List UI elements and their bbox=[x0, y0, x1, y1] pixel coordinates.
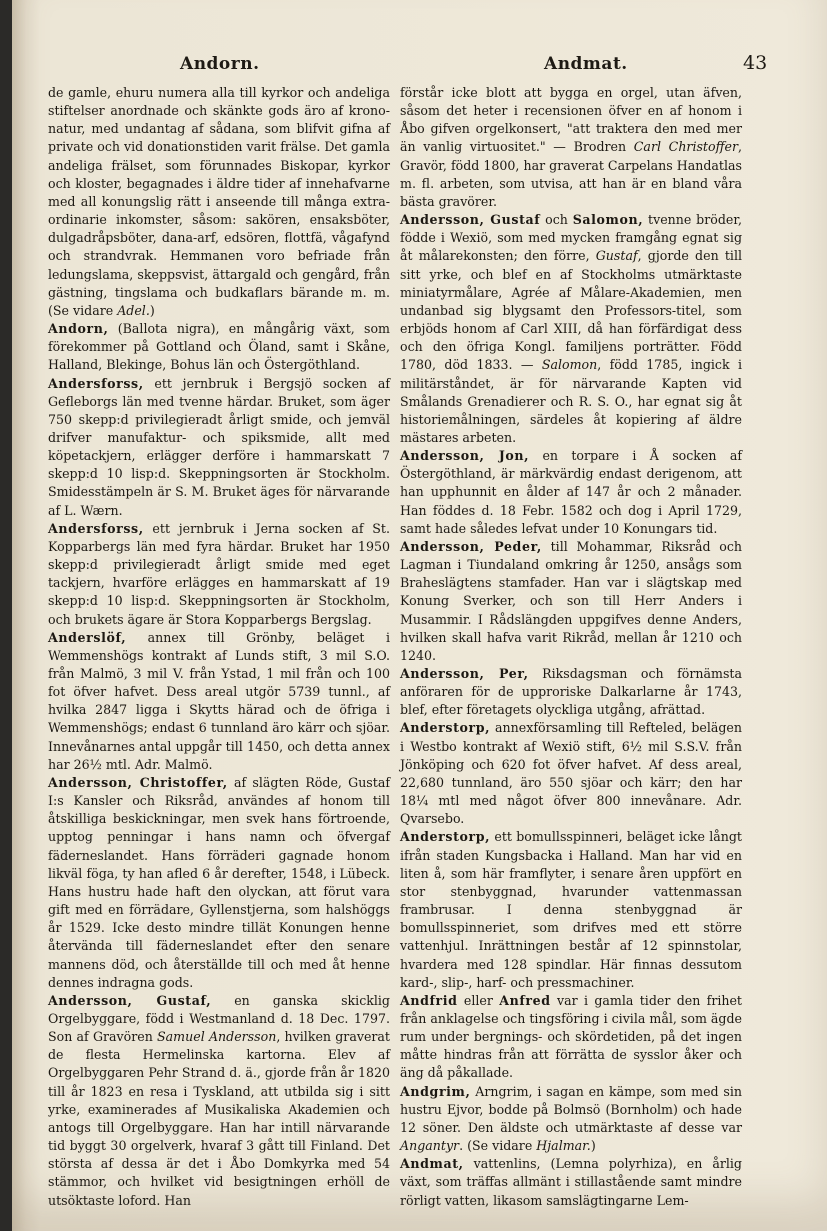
dictionary-entry bbox=[400, 1155, 742, 1209]
entry-text: annexförsamling till Refteled, belägen i Westbo kontrakt af Wexiö stift, 6½ mil S.S.V. från Jönköping och 620 fot öfver hafvet. Af dess areal, 22,680 tunnland, äro 550 sjöar och kärr; den har 18¼ mtl med något öfver 800 innevånare. Adr. Qvarsebo. bbox=[400, 720, 742, 827]
book-page bbox=[12, 0, 827, 1231]
entry-headword: Anderstorp, bbox=[400, 720, 491, 736]
entry-connector: och bbox=[540, 212, 573, 228]
entry-text: , Gravör, född 1800, har graverat Carpelans Handatlas m. fl. arbeten, som utvisa, att han är en bland våra bästa gravörer. bbox=[400, 139, 742, 209]
entry-headword: Anderstorp, bbox=[400, 829, 491, 845]
entry-text: en ganska skicklig Orgelbyggare, född i Westmanland d. 18 Dec. 1797. Son af Gravören bbox=[48, 992, 390, 1045]
entry-italic-ref: Hjalmar. bbox=[536, 1138, 591, 1154]
entry-text: , hvilken graverat de flesta Hermelinska kartorna. Elev af Orgelbyggaren Pehr Strand d. ä., gjorde från år 1820 till år 1823 en resa i Tyskland, att utbilda sig i sitt yrke, examinerades af Musikaliska Akademien och antogs till Orgelbyggare. Han har intill närvarande tid byggt 30 orgelverk, hvaraf 3 gått till Finland. Det största af dessa är det i Åbo Domkyrka med 54 stämmor, och hvilket vid besigtningen erhöll de utsöktaste loford. Han bbox=[48, 1029, 390, 1208]
entry-text: ett jernbruk i Bergsjö socken af Gefleborgs län med tvenne härdar. Bruket, som äger 750 skepp:d privilegieradt årligt smide, och jemväl drifver manufaktur- och spiksmide, allt med köpetackjern, erlägger derföre i hammarskatt 7 skepp:d 10 lisp:d. Skeppningsorten är Stockholm. Smidesstämpeln är S. M. Bruket äges för närvarande af L. Wærn. bbox=[48, 375, 390, 518]
dictionary-entry bbox=[400, 211, 742, 447]
dictionary-entry bbox=[48, 629, 390, 774]
entry-text: ) bbox=[149, 302, 155, 318]
entry-headword: Andersson, Gustaf bbox=[400, 212, 541, 228]
dictionary-entry bbox=[48, 992, 390, 1210]
left-column bbox=[48, 84, 390, 1210]
entry-headword: Andfrid bbox=[400, 992, 458, 1008]
entry-headword: Andersson, Jon, bbox=[400, 448, 530, 464]
entry-text: ) bbox=[590, 1138, 596, 1154]
dictionary-entry bbox=[400, 665, 742, 719]
entry-headword: Andersson, Per, bbox=[400, 666, 529, 681]
entry-headword: Anderslöf, bbox=[48, 629, 127, 645]
page-number: 43 bbox=[743, 52, 768, 74]
running-header bbox=[12, 54, 827, 78]
entry-text: en torpare i Å socken af Östergöthland, är märkvärdig endast derigenom, att han upphunnit en ålder af 147 år och 2 månader. Han föddes d. 18 Febr. 1582 och dog i April 1729, samt hade således lefvat under 10 Konungars tid. bbox=[400, 448, 742, 536]
dictionary-entry bbox=[48, 320, 390, 374]
dictionary-entry bbox=[400, 719, 742, 828]
dictionary-entry bbox=[48, 375, 390, 520]
entry-headword: Andorn, bbox=[48, 321, 109, 337]
entry-italic-ref: Angantyr bbox=[400, 1138, 460, 1154]
entry-italic-ref: Gustaf bbox=[595, 248, 638, 264]
dictionary-entry bbox=[48, 84, 390, 320]
entry-text: tvenne bröder, födde i Wexiö, som med mycken framgång egnat sig åt målarekonsten; den förre, bbox=[400, 212, 742, 264]
entry-text: , gjorde den till sitt yrke, och blef en af Stockholms utmärktaste miniatyrmålare, Agrée af Målare-Akademien, men undanbad sig blygsamt den Professors-titel, som erbjöds honom af Carl XIII, då han förfärdigat dess och den öfriga Kongl. familjens porträtter. Född 1780, död 1833. — bbox=[400, 248, 742, 373]
dictionary-entry bbox=[48, 520, 390, 629]
entry-headword: Andersson, Peder, bbox=[400, 538, 542, 554]
entry-text: . (Se vidare bbox=[459, 1138, 537, 1154]
entry-text: till Mohammar, Riksråd och Lagman i Tiundaland omkring år 1250, ansågs som Braheslägtens stamfader. Han var i slägtskap med Konung Sverker, och son till Herr Anders i Musammir. I Rådslängden uppgifves denne Anders, hvilken skall hafva varit Rikråd, mellan år 1210 och 1240. bbox=[400, 538, 742, 663]
entry-headword: Andersforss, bbox=[48, 375, 144, 391]
entry-headword: Andmat, bbox=[400, 1156, 464, 1172]
dictionary-entry bbox=[400, 992, 742, 1083]
entry-text: Arngrim, i sagan en kämpe, som med sin hustru Ejvor, bodde på Bolmsö (Bornholm) och hade 12 söner. Den äldste och utmärktaste af desse var bbox=[400, 1083, 742, 1135]
entry-headword: Andgrim, bbox=[400, 1083, 471, 1099]
dictionary-entry bbox=[400, 447, 742, 538]
dictionary-entry bbox=[400, 538, 742, 665]
entry-text: förstår icke blott att bygga en orgel, utan äfven, såsom det heter i recensionen öfver en af honom i Åbo gifven orgelkonsert, "att traktera den med mer än vanlig virtuositet." — Brodren bbox=[400, 85, 742, 155]
header-right-word: Andmat. bbox=[544, 54, 628, 74]
entry-text: ett jernbruk i Jerna socken af St. Kopparbergs län med fyra härdar. Bruket har 1950 skepp:d privilegieradt årligt smide med eget tackjern, hvarföre erlägges en hammarskatt af 19 skepp:d 10 lisp:d. Skeppningsorten är Stockholm, och brukets ägare är Stora Kopparbergs Bergslag. bbox=[48, 520, 390, 627]
entry-headword: Salomon, bbox=[572, 212, 644, 228]
entry-text: vattenlins, (Lemna polyrhiza), en årlig växt, som träffas allmänt i stillastående samt mindre rörligt vatten, likasom samslägtingarne Lem- bbox=[400, 1156, 742, 1208]
entry-headword: Andersson, Christoffer, bbox=[48, 774, 228, 790]
right-column bbox=[400, 84, 742, 1210]
entry-text: Riksdagsman och förnämsta anföraren för de upproriske Dalkarlarne år 1743, blef, efter företagets olyckliga utgång, afrättad. bbox=[400, 666, 743, 718]
entry-text: ett bomullsspinneri, beläget icke långt ifrån staden Kungsbacka i Halland. Man har vid en liten å, som här framflyter, i senare åren uppfört en stor stenbyggnad, hvarunder vattenmassan frambrusar. I denna stenbyggnad är bomullsspinneriet, som drifves med ett större vattenhjul. Inrättningen består af 12 spinnstolar, hvardera med 128 spindlar. Här finnas dessutom kard-, slip-, harf- och pressmachiner. bbox=[400, 829, 742, 990]
entry-headword: Andersson, Gustaf, bbox=[48, 992, 212, 1008]
entry-headword: Anfred bbox=[499, 992, 551, 1008]
entry-text: var i gamla tider den frihet från anklagelse och tingsföring i civila mål, som ägde rum under bergnings- och skördetiden, på det ingen måtte hindras från att förrätta de sysslor åker och äng då påkallade. bbox=[400, 992, 742, 1081]
entry-headword: Andersforss, bbox=[48, 520, 144, 536]
dictionary-entry bbox=[400, 1083, 742, 1156]
dictionary-entry bbox=[400, 84, 742, 211]
entry-italic-ref: Adel. bbox=[117, 302, 150, 318]
entry-italic-ref: Carl Christoffer bbox=[633, 139, 738, 155]
entry-italic-ref: Salomon bbox=[541, 357, 598, 373]
dictionary-entry bbox=[48, 774, 390, 992]
entry-text: annex till Grönby, beläget i Wemmenshögs kontrakt af Lunds stift, 3 mil S.O. från Malmö, 3 mil V. från Ystad, 1 mil från och 100 fot öfver hafvet. Dess areal utgör 5739 tunnl., af hvilka 2847 ligga i Skytts härad och de öfriga i Wemmenshögs; endast 6 tunnland äro kärr och sjöar. Innevånarnes antal uppgår till 1450, och detta annex har 26½ mtl. Adr. Malmö. bbox=[48, 629, 390, 772]
entry-italic-ref: Samuel Andersson bbox=[157, 1029, 277, 1045]
dictionary-entry bbox=[400, 828, 742, 991]
entry-text: , född 1785, ingick i militärståndet, är för närvarande Kapten vid Smålands Grenadierer och R. S. O., har egnat sig åt historiemålningen, särdeles åt kopiering af äldre mästares arbeten. bbox=[400, 357, 742, 445]
entry-connector: eller bbox=[457, 992, 500, 1008]
entry-text: (Ballota nigra), en mångårig växt, som förekommer på Gottland och Öland, samt i Skåne, Halland, Blekinge, Bohus län och Östergöthland. bbox=[48, 321, 390, 373]
entry-text: de gamle, ehuru numera alla till kyrkor och andeliga stiftelser anordnade och skänkte gods äro af krono-natur, med undantag af sådana, som blifvit gifna af private och vid donationstiden varit frälse. Det gamla andeliga frälset, som förunnades Biskopar, kyrkor och kloster, begagnades i äldre tider af innehafvarne med all konungslig rätt i anseende till många extra-ordinarie inkomster, såsom: sakören, ensaksböter, dulgadråpsböter, dana-arf, edsören, flottfä, vågafynd och strandvrak. Hemmanen voro befriade från ledungslama, skeppsvist, ättargald och gengård, från gästning, tingslama och budkaflars bärande m. m. (Se vidare bbox=[48, 85, 390, 318]
entry-text: af slägten Röde, Gustaf I:s Kansler och Riksråd, användes af honom till åtskilliga beskickningar, men svek hans förtroende, upptog penningar i hans namn och öfvergaf fäderneslandet. Hans förräderi gagnade honom likväl föga, ty han afled 6 år derefter, 1548, i Lübeck. Hans hustru hade haft den olyckan, att förut vara gift med en förrädare, Gyllenstjerna, som halshöggs år 1529. Icke desto mindre tillät Konungen henne återvända till fäderneslandet efter den senare mannens död, och återställde till och med åt henne dennes indragna gods. bbox=[48, 774, 390, 990]
header-left-word: Andorn. bbox=[180, 54, 260, 74]
